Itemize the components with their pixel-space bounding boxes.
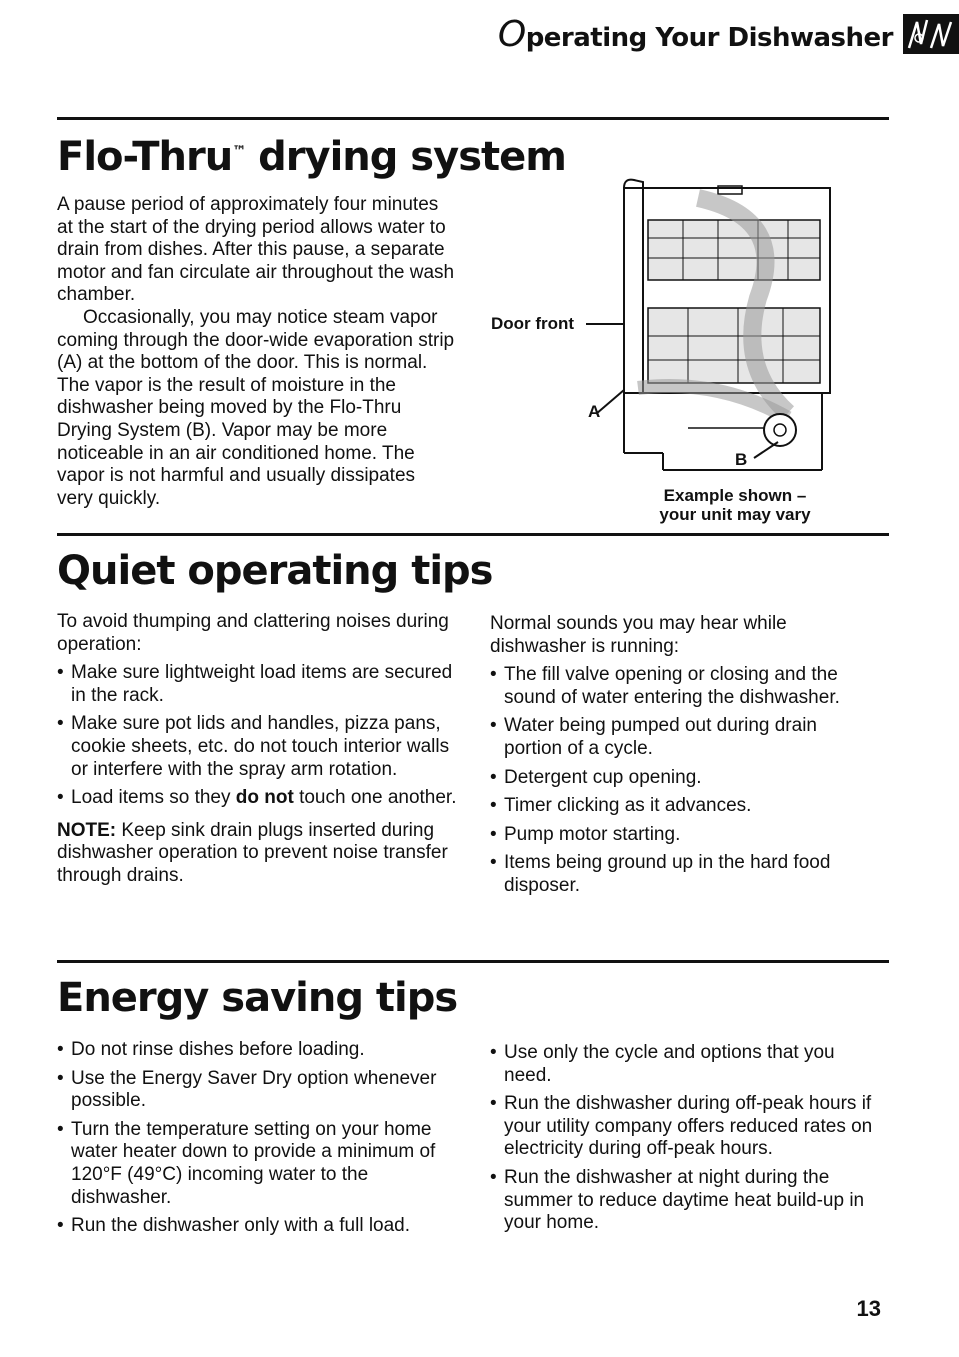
list-item: • Items being ground up in the hard food disposer. [490,852,831,896]
flo-thru-text [57,194,455,510]
list-item: • Make sure lightweight load items are secured in the rack. [57,662,453,706]
diagram-caption: Example shown – your unit may vary [659,486,811,524]
header-title: Operating Your Dishwasher [497,13,893,55]
divider [57,533,889,536]
page-number: 13 [856,1296,881,1321]
list-item: • Use the Energy Saver Dry option whenever possible. [57,1067,437,1112]
energy-right-column [490,1042,885,1241]
section-title-quiet: Quiet operating tips [57,548,493,594]
quiet-left-column [57,611,457,888]
list-item: • Timer clicking as it advances. [490,795,752,817]
list-item: • Turn the temperature setting on your home water heater down to provide a minimum of 120°F (49°C) incoming water to the dishwasher. [57,1118,436,1208]
divider [57,117,889,120]
list-item: • Do not rinse dishes before loading. [57,1039,365,1060]
list-item: • Run the dishwasher at night during the summer to reduce daytime heat build-up in your home. [490,1166,865,1234]
section-title-flo-thru: Flo-Thru™ drying system [57,134,566,180]
list-item: • Water being pumped out during drain portion of a cycle. [490,715,817,759]
divider [57,960,889,963]
list-item: • Run the dishwasher during off-peak hours if your utility company offers reduced rates on electricity during off-peak hours. [490,1093,873,1160]
energy-left-column [57,1039,457,1244]
page-header [498,14,959,54]
label-a: A [588,402,601,421]
list-item: • Make sure pot lids and handles, pizza pans, cookie sheets, etc. do not touch interior walls or interfere with the spray arm rotation. [57,713,450,780]
door-front-label: Door front [491,314,575,333]
quiet-right-column [490,613,880,904]
list-item: • The fill valve opening or closing and the sound of water entering the dishwasher. [490,664,840,708]
label-b: B [735,450,748,469]
quiet-intro: To avoid thumping and clattering noises during operation: [57,611,449,655]
quiet-bullets [57,662,457,810]
paragraph: A pause period of approximately four minutes at the start of the drying period allows water to drain from dishes. After this pause, a separate motor and fan circulate air throughout the wash chamber. [57,194,455,306]
quiet-right-intro: Normal sounds you may hear while dishwasher is running: [490,613,787,657]
dishwasher-logo-icon [903,14,959,54]
energy-right-bullets [490,1042,885,1235]
list-item: • Pump motor starting. [490,823,681,845]
list-item: • Use only the cycle and options that you need. [490,1042,835,1086]
list-item: • Detergent cup opening. [490,766,702,788]
quiet-note: NOTE: Keep sink drain plugs inserted during dishwasher operation to prevent noise transfer through drains. [57,819,448,886]
list-item: • Run the dishwasher only with a full load. [57,1215,411,1237]
list-item: • Load items so they do not touch one another. [57,787,457,809]
energy-left-bullets [57,1039,457,1238]
quiet-right-bullets [490,664,880,897]
section-title-energy: Energy saving tips [57,975,458,1021]
paragraph: Occasionally, you may notice steam vapor coming through the door-wide evaporation strip (A) at the bottom of the door. This is normal. The vapor is the result of moisture in the dishwasher being moved by the Flo-Thru Drying System (B). Vapor may be more noticeable in an air conditioned home. The vapor is not harmful and usually dissipates very quickly. [57,306,455,509]
